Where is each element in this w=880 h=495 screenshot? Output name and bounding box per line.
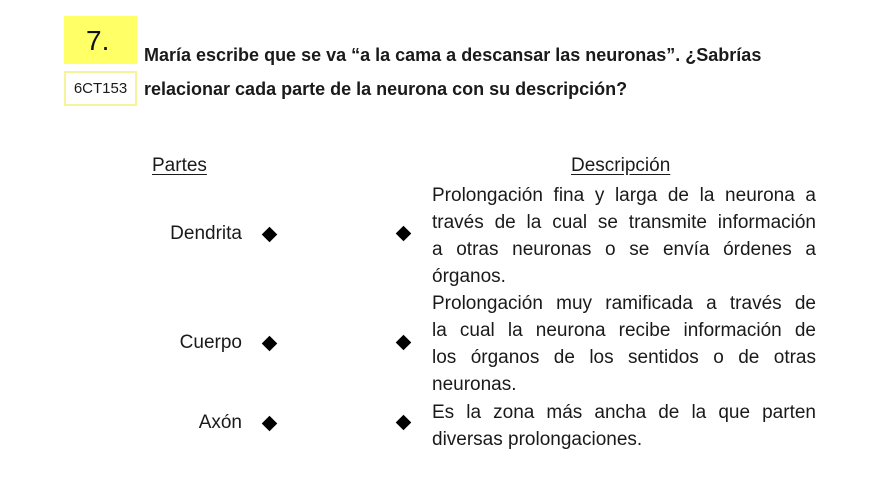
description-connector-diamond-icon[interactable] xyxy=(396,226,412,242)
description-item xyxy=(432,399,816,453)
part-dendrita: Dendrita xyxy=(170,223,242,244)
description-item xyxy=(432,182,816,290)
prompt-line: relacionar cada parte de la neurona con su descripción? xyxy=(144,79,628,99)
question-code: 6CT153 xyxy=(73,80,128,97)
question-number: 7. xyxy=(86,25,110,56)
description-line: Prolongación fina y larga de la neurona a xyxy=(432,185,816,206)
description-line: los órganos de los sentidos o de otras xyxy=(432,347,816,368)
description-line: Es la zona más ancha de la que parten xyxy=(432,402,816,423)
description-line: través de la cual se transmite información xyxy=(432,212,816,233)
part-connector-diamond-icon[interactable] xyxy=(262,416,278,432)
part-connector-diamond-icon[interactable] xyxy=(262,227,278,243)
description-line: a otras neuronas o se envía órdenes a xyxy=(432,239,816,260)
description-line: órganos. xyxy=(432,266,506,287)
description-connector-diamond-icon[interactable] xyxy=(396,415,412,431)
parts-header: Partes xyxy=(152,155,207,176)
description-item xyxy=(432,290,816,398)
description-connector-diamond-icon[interactable] xyxy=(396,335,412,351)
description-line: la cual la neurona recibe información de xyxy=(432,320,816,341)
part-cuerpo: Cuerpo xyxy=(179,332,242,353)
question-prompt xyxy=(144,38,844,106)
description-line: neuronas. xyxy=(432,374,517,395)
question-code-box xyxy=(64,71,137,106)
part-connector-diamond-icon[interactable] xyxy=(262,336,278,352)
prompt-line: María escribe que se va “a la cama a descansar las neuronas”. ¿Sabrías xyxy=(144,45,762,65)
description-line: diversas prolongaciones. xyxy=(432,429,643,450)
description-header: Descripción xyxy=(571,155,671,176)
part-axon: Axón xyxy=(198,412,242,433)
description-line: Prolongación muy ramificada a través de xyxy=(432,293,816,314)
